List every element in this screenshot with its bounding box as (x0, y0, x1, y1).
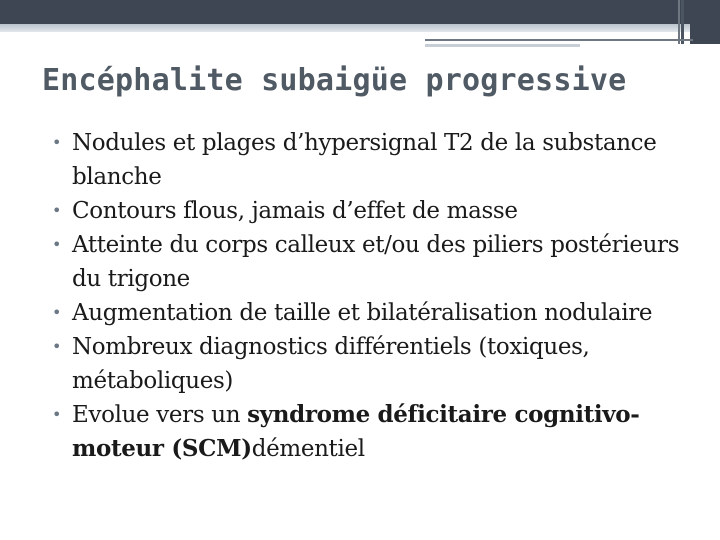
bullet-text: Contours flous, jamais d’effet de masse (72, 198, 518, 224)
bullet-text-prefix: Evolue vers un (72, 402, 248, 428)
bullet-text: Augmentation de taille et bilatéralisation nodulaire (72, 300, 653, 326)
header-band (0, 0, 720, 24)
bullet-icon: • (52, 303, 62, 322)
bullet-icon: • (52, 405, 62, 424)
bullet-item (52, 398, 692, 466)
bullet-text-emphasis: syndrome déficitaire cognitivo-moteur (SCM) (72, 401, 640, 462)
header-band-highlight (0, 24, 720, 32)
bullet-icon: • (52, 133, 62, 152)
header-corner-stripe (681, 0, 684, 44)
bullet-text: Nodules et plages d’hypersignal T2 de la substance blanche (72, 130, 657, 190)
bullet-item (52, 296, 692, 330)
header-corner-block (690, 0, 720, 44)
bullet-item (52, 194, 692, 228)
bullet-item (52, 228, 692, 296)
bullet-text-suffix: démentiel (251, 436, 365, 462)
bullet-list (52, 126, 692, 466)
bullet-text: Nombreux diagnostics différentiels (toxiques, métaboliques) (72, 334, 590, 394)
bullet-item (52, 330, 692, 398)
bullet-item (52, 126, 692, 194)
bullet-icon: • (52, 337, 62, 356)
slide-title: Encéphalite subaigüe progressive (42, 63, 627, 98)
header-accent-line (425, 44, 580, 47)
header-corner-stripe (678, 0, 680, 44)
bullet-icon: • (52, 235, 62, 254)
header-accent-line (425, 39, 693, 41)
bullet-text: Atteinte du corps calleux et/ou des piliers postérieurs du trigone (72, 232, 680, 292)
bullet-icon: • (52, 201, 62, 220)
